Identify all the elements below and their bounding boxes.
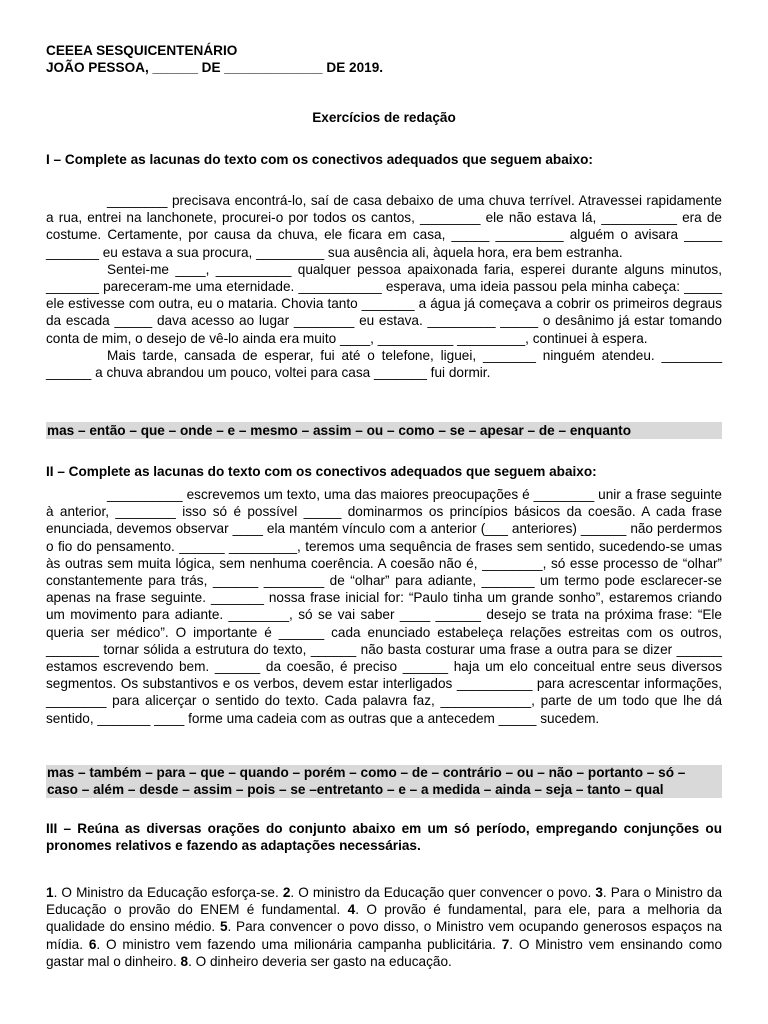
section1-paragraph: Mais tarde, cansada de esperar, fui até o telefone, liguei, _______ ninguém atendeu. ________ ______ a chuva abrandou um pouco, voltei para casa _______ fui dormir. xyxy=(46,347,722,381)
item-text: . Para o Ministro da Educação o provão do ENEM é fundamental. xyxy=(46,885,722,918)
section2-word-bank-line: mas – também – para – que – quando – porém – como – de – contrário – ou – não – portanto – só – xyxy=(47,765,686,780)
item-text: . O Ministro vem ensinando como gastar mal o dinheiro. xyxy=(46,936,723,969)
item-number: 6 xyxy=(88,936,97,952)
section1-text xyxy=(46,192,722,381)
item-number: 3 xyxy=(595,885,603,900)
page-title: Exercícios de redação xyxy=(312,110,456,125)
section3-heading: III – Reúna as diversas orações do conjunto abaixo em um só período, empregando conjunções ou pronomes relativos e fazendo as adaptações necessárias. xyxy=(46,821,722,853)
item-text: . O ministro da Educação quer convencer o povo. xyxy=(290,885,596,900)
item-text: . Para convencer o povo disso, o Ministro vem ocupando generosos espaços na mídia. xyxy=(46,919,722,952)
section2-word-bank-line: caso – além – desde – assim – pois – se –entretanto – e – a medida – ainda – seja – tanto – qual xyxy=(47,781,664,797)
section1-paragraph: ________ precisava encontrá-lo, saí de casa debaixo de uma chuva terrível. Atravessei rapidamente a rua, entrei na lanchonete, procurei-o por todos os cantos, ________ ele não estava lá, __________ era de costume. Certamente, por causa da chuva, ele ficara em casa, _____ _________ alguém o avisara _____ _______ eu estava a sua procura, _________ sua ausência ali, àquela hora, era bem estranha. xyxy=(46,193,722,260)
school-name: CEEEA SESQUICENTENÁRIO xyxy=(46,43,238,58)
item-text: . O ministro vem fazendo uma milionária campanha publicitária. xyxy=(96,936,502,952)
item-text: . O provão é fundamental, para ele, para a melhoria da qualidade do ensino médio. xyxy=(46,902,722,935)
item-number: 7 xyxy=(501,936,510,952)
section2-heading: II – Complete as lacunas do texto com os conectivos adequados que seguem abaixo: xyxy=(46,464,597,479)
item-text: . O dinheiro deveria ser gasto na educação. xyxy=(188,953,452,969)
item-number: 4 xyxy=(347,902,356,918)
section3-text xyxy=(46,884,722,970)
item-number: 2 xyxy=(282,885,291,900)
section3-sentences xyxy=(46,884,722,970)
section1-heading: I – Complete as lacunas do texto com os conectivos adequados que seguem abaixo: xyxy=(46,152,593,167)
section1-word-bank: mas – então – que – onde – e – mesmo – assim – ou – como – se – apesar – de – enquanto xyxy=(46,422,722,439)
section1-paragraph: Sentei-me ____, __________ qualquer pessoa apaixonada faria, esperei durante alguns minutos, _______ pareceram-me uma eternidade. ___________ esperava, uma ideia passou pela minha cabeça: _____ ele estivesse com outra, eu o mataria. Chovia tanto _______ a água já começava a cobrir os primeiros degraus da escada _____ dava acesso ao lugar ________ eu estava. _________ _____ o desânimo já estar tomando conta de mim, o desejo de vê-lo ainda era muito ____, __________ _________, continuei à espera. xyxy=(46,261,722,346)
section2-word-bank xyxy=(46,765,722,798)
item-number: 1 xyxy=(46,885,54,900)
item-text: . O Ministro da Educação esforça-se. xyxy=(53,885,283,900)
section2-text xyxy=(46,486,722,727)
section2-paragraph: __________ escrevemos um texto, uma das maiores preocupações é ________ unir a frase seguinte à anterior, ________ isso só é possível _____ dominarmos os princípios básicos da coesão. A cada frase enunciada, devemos observar ____ ela mantém vínculo com a anterior (___ anteriores) ______ não perdermos o fio do pensamento. ______ _________, teremos uma sequência de frases sem sentido, sucedendo-se umas às outras sem muita lógica, sem nenhuma coerência. A coesão não é, ________, só esse processo de “olhar” constantemente para trás, ______ ________ de “olhar” para adiante, _______ um termo pode esclarecer-se apenas na frase seguinte. _______ nossa frase inicial for: “Paulo tinha um grande sonho”, estaremos criando um movimento para adiante. ________, só se vai saber ____ ______ desejo se trata na próxima frase: “Ele queria ser médico”. O importante é ______ cada enunciado estabeleça relações estreitas com os outros, _______ tornar sólida a estrutura do texto, ______ não basta costurar uma frase a outra para se dizer ______ estamos escrevendo bem. ______ da coesão, é preciso ______ haja um elo conceitual entre seus diversos segmentos. Os substantivos e os verbos, devem estar interligados __________ para acrescentar informações, ________ para alicerçar o sentido do texto. Cada palavra faz, ____________, parte de um todo que lhe dá sentido, _______ ____ forme uma cadeia com as outras que a antecedem _____ sucedem. xyxy=(46,487,722,726)
item-number: 8 xyxy=(180,953,189,969)
city-date-line: JOÃO PESSOA, ______ DE _____________ DE 2019. xyxy=(46,60,384,75)
item-number: 5 xyxy=(219,919,228,935)
